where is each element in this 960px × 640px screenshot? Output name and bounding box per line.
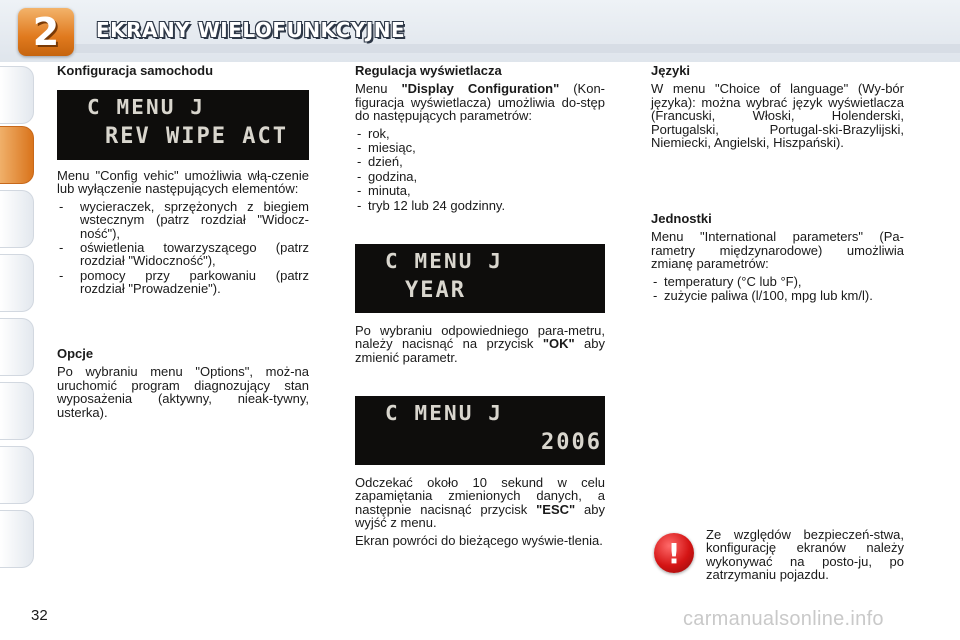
side-tab-7[interactable] <box>0 446 34 504</box>
lcd-menu-line: C MENU J <box>385 401 503 425</box>
list-item: - miesiąc, <box>355 141 605 154</box>
column-1-body <box>57 169 309 297</box>
list-item: - wycieraczek, sprzężonych z biegiem wstecznym (patrz rozdział "Widocz-ność"), <box>57 200 309 240</box>
lcd-value-line: REV WIPE ACT <box>105 124 288 149</box>
menu-desc: (Kon-figuracja wyświetlacza) umożliwia do-stęp do następujących parametrów: <box>355 81 606 124</box>
lcd-value-line: YEAR <box>405 278 466 303</box>
wait-text-suffix: aby wyjść z menu. <box>355 501 605 531</box>
header-rule <box>75 44 960 53</box>
menu-name: "Display Configuration" <box>401 81 560 97</box>
exclamation-glyph: ! <box>667 537 681 570</box>
column-2 <box>355 64 605 213</box>
year-value-display <box>355 396 605 465</box>
esc-label: "ESC" <box>536 501 576 517</box>
lcd-value-line: 2006 <box>541 430 602 455</box>
list-item: - temperatury (°C lub °F), <box>651 275 904 288</box>
column-1 <box>57 64 309 82</box>
list-item: - oświetlenia towarzyszącego (patrz rozdział "Widoczność"), <box>57 241 309 268</box>
config-vehicle-display <box>57 90 309 160</box>
list-item: - rok, <box>355 127 605 140</box>
config-text: Menu "Config vehic" umożliwia włą-czenie lub wyłączenie następujących elementów: <box>57 168 309 197</box>
lcd-menu-line: C MENU J <box>87 95 205 119</box>
units-text: Menu "International parameters" (Pa-rametry międzynarodowe) umożliwia zmianę parametrów: <box>651 229 904 272</box>
units-heading: Jednostki <box>651 211 712 226</box>
config-heading: Konfiguracja samochodu <box>57 63 214 78</box>
wait-text-prefix: Odczekać około 10 sekund w celu zapamiętania zmienionych danych, a następnie nacisnąć przycisk <box>355 475 605 517</box>
options-section <box>57 347 309 423</box>
chapter-number: 2 <box>32 10 60 54</box>
display-menu-text <box>355 82 605 122</box>
return-text: Ekran powróci do bieżącego wyświe-tlenia. <box>355 532 603 548</box>
menu-prefix: Menu <box>355 81 402 97</box>
display-heading: Regulacja wyświetlacza <box>355 63 502 78</box>
select-text-prefix: Po wybraniu odpowiedniego para-metru, należy nacisnąć na przycisk <box>355 323 605 352</box>
page-number: 32 <box>31 607 48 624</box>
config-items-list <box>57 200 309 296</box>
wait-text <box>355 476 605 530</box>
options-heading: Opcje <box>57 346 94 361</box>
warning-text: Ze względów bezpieczeń-stwa, konfigurację ekranów należy wykonywać na posto-ju, po zatrzymaniu pojazdu. <box>706 527 904 583</box>
list-item: - minuta, <box>355 184 605 197</box>
side-tab-4[interactable] <box>0 254 34 312</box>
warning-icon <box>654 533 694 573</box>
year-display <box>355 244 605 313</box>
select-text-suffix: aby zmienić parametr. <box>355 336 605 365</box>
options-text: Po wybraniu menu "Options", moż-na uruchomić program diagnozujący stan wyposażenia (aktywny, nieak-tywny, usterka). <box>57 364 309 420</box>
lang-heading: Języki <box>651 63 691 78</box>
units-section <box>651 212 904 303</box>
list-item: - tryb 12 lub 24 godzinny. <box>355 199 605 212</box>
select-param-text <box>355 324 605 364</box>
list-item: - godzina, <box>355 170 605 183</box>
list-item: - zużycie paliwa (l/100, mpg lub km/l). <box>651 289 904 302</box>
list-item: - pomocy przy parkowaniu (patrz rozdział "Prowadzenie"). <box>57 269 309 296</box>
chapter-badge <box>18 8 74 56</box>
list-item: - dzień, <box>355 155 605 168</box>
side-tab-2-active[interactable] <box>0 126 34 184</box>
save-section <box>355 476 605 551</box>
column-3 <box>651 64 904 153</box>
lcd-menu-line: C MENU J <box>385 249 503 273</box>
units-list <box>651 275 904 303</box>
ok-label: "OK" <box>542 336 575 352</box>
chapter-title: EKRANY WIELOFUNKCYJNE <box>96 18 406 42</box>
side-tab-1[interactable] <box>0 66 34 124</box>
watermark: carmanualsonline.info <box>683 608 884 630</box>
side-tab-8[interactable] <box>0 510 34 568</box>
select-param-section <box>355 324 605 368</box>
side-tab-5[interactable] <box>0 318 34 376</box>
side-tab-3[interactable] <box>0 190 34 248</box>
lang-text: W menu "Choice of language" (Wy-bór języka): można wybrać język wyświetlacza (Francuski, Włoski, Holenderski, Portugalski, Portugal-ski-Brazylijski, Niemiecki, Angielski, Hiszpański). <box>651 81 904 151</box>
side-tab-6[interactable] <box>0 382 34 440</box>
params-list <box>355 127 605 212</box>
